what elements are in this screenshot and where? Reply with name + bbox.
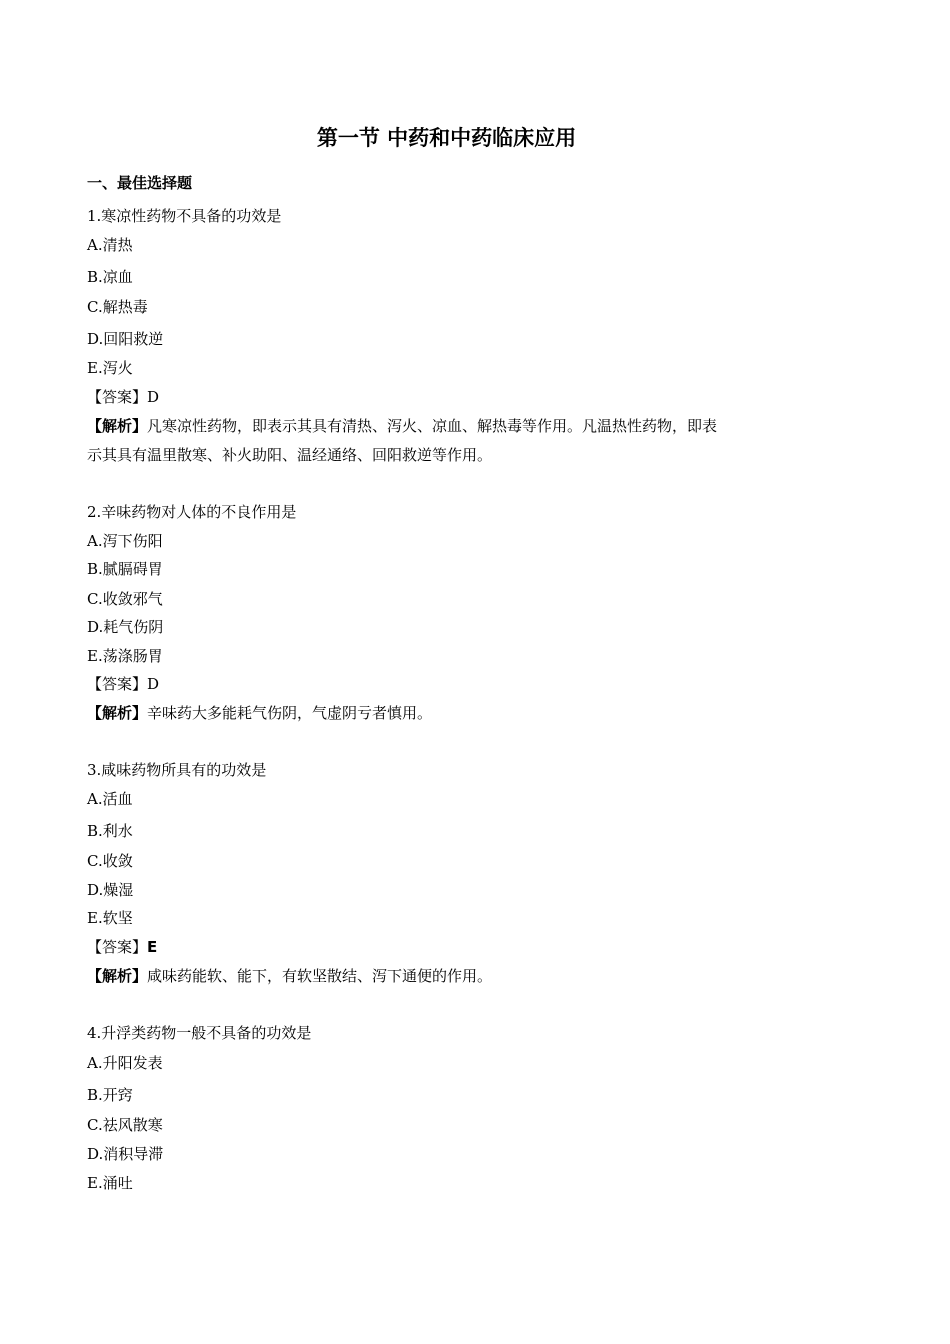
- question-1-option-e: E.泻火: [87, 359, 133, 377]
- page-title: 第一节 中药和中药临床应用: [316, 126, 577, 150]
- question-4-option-d: D.消积导滞: [87, 1145, 164, 1163]
- question-2-option-c: C.收敛邪气: [87, 590, 163, 608]
- question-3-option-c: C.收敛: [87, 852, 133, 870]
- question-1-stem: 1.寒凉性药物不具备的功效是: [87, 207, 282, 225]
- question-4-option-a: A.升阳发表: [87, 1054, 163, 1072]
- question-3-analysis: [87, 965, 492, 987]
- answer-label: 【答案】: [87, 938, 148, 956]
- answer-value: D: [147, 675, 160, 693]
- question-4-option-b: B.开窍: [87, 1086, 133, 1104]
- analysis-label: 【解析】: [87, 704, 148, 722]
- analysis-label: 【解析】: [87, 967, 148, 985]
- question-1-option-a: A.清热: [87, 236, 133, 254]
- question-1-analysis-line-2: 示其具有温里散寒、补火助阳、温经通络、回阳救逆等作用。: [87, 446, 493, 464]
- answer-label: 【答案】: [87, 675, 148, 693]
- question-3-stem: 3.咸味药物所具有的功效是: [87, 761, 267, 779]
- question-2-option-a: A.泻下伤阳: [87, 532, 163, 550]
- section-heading: 一、最佳选择题: [87, 174, 193, 192]
- question-1-option-c: C.解热毒: [87, 298, 148, 316]
- analysis-text-line-1: 辛味药大多能耗气伤阴，气虚阴亏者慎用。: [147, 704, 433, 722]
- question-2-answer: [87, 673, 159, 695]
- question-2-analysis: [87, 702, 432, 724]
- question-1-analysis: [87, 415, 717, 437]
- question-3-option-d: D.燥湿: [87, 881, 134, 899]
- analysis-label: 【解析】: [87, 417, 148, 435]
- question-4-option-e: E.涌吐: [87, 1174, 133, 1192]
- question-3-answer: [87, 936, 157, 958]
- question-3-option-a: A.活血: [87, 790, 133, 808]
- question-2-stem: 2.辛味药物对人体的不良作用是: [87, 503, 297, 521]
- question-4-stem: 4.升浮类药物一般不具备的功效是: [87, 1024, 312, 1042]
- analysis-text-line-1: 凡寒凉性药物，即表示其具有清热、泻火、凉血、解热毒等作用。凡温热性药物，即表: [147, 417, 718, 435]
- question-3-option-b: B.利水: [87, 822, 133, 840]
- answer-value: D: [147, 388, 160, 406]
- answer-value: E: [147, 938, 158, 956]
- question-2-option-d: D.耗气伤阴: [87, 618, 164, 636]
- question-1-option-d: D.回阳救逆: [87, 330, 164, 348]
- question-3-option-e: E.软坚: [87, 909, 133, 927]
- analysis-text-line-1: 咸味药能软、能下，有软坚散结、泻下通便的作用。: [147, 967, 493, 985]
- question-2-option-b: B.腻膈碍胃: [87, 560, 163, 578]
- question-1-option-b: B.凉血: [87, 268, 133, 286]
- question-2-option-e: E.荡涤肠胃: [87, 647, 163, 665]
- question-4-option-c: C.祛风散寒: [87, 1116, 163, 1134]
- question-1-answer: [87, 386, 159, 408]
- answer-label: 【答案】: [87, 388, 148, 406]
